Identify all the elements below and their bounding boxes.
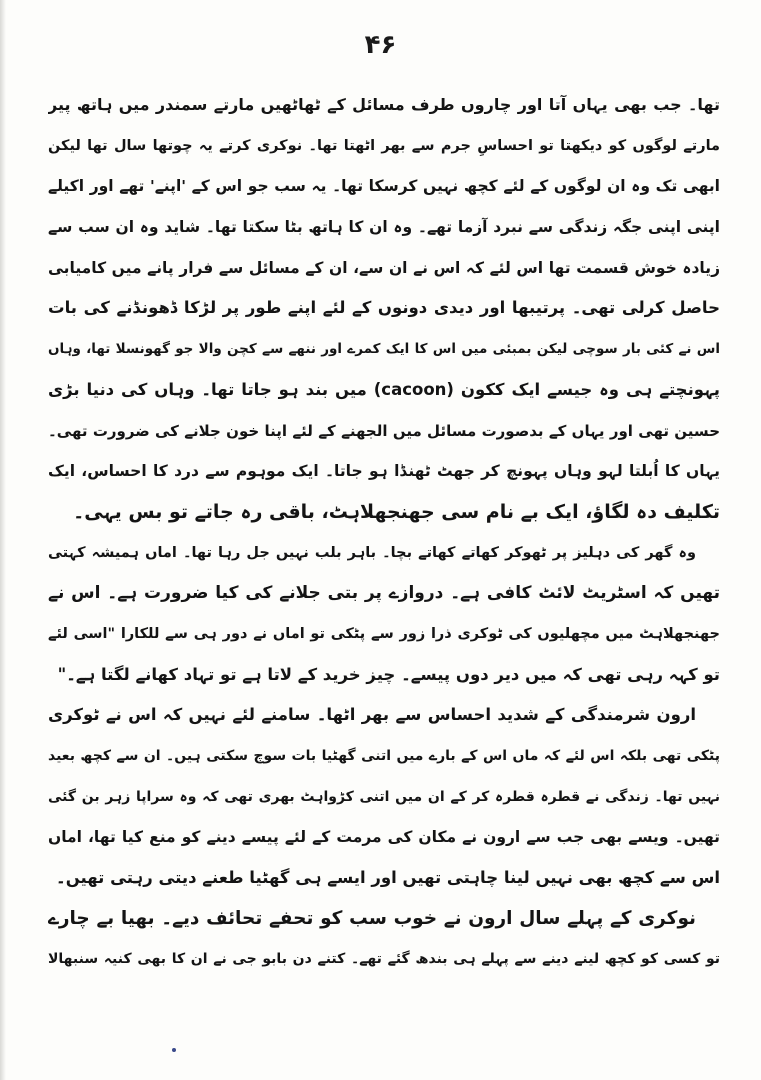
text-line: اپنی اپنی جگہ زندگی سے نبرد آزما تھے۔ وہ ان کا ہاتھ بٹا سکتا تھا۔ شاید وہ ان سب سے [48, 218, 720, 237]
ink-speck [172, 1048, 176, 1052]
text-line: تکلیف دہ لگاؤ، ایک بے نام سی جھنجھلاہٹ، باقی رہ جاتے تو بس یہی۔ [73, 500, 720, 523]
page-number: ۴۶ [364, 30, 397, 60]
text-line: حسین تھی اور یہاں کے بدصورت مسائل میں الجھنے کے لئے اپنا خون جلانے کی ضرورت تھی۔ [48, 421, 720, 440]
text-line: اس نے کئی بار سوچی لیکن بمبئی میں اس کا ایک کمرے اور ننھے سے کچن والا جو گھونسلا تھا، وہاں [48, 341, 720, 358]
text-line: اس سے کچھ بھی نہیں لینا چاہتی تھیں اور ایسے ہی گھٹیا طعنے دیتی رہتی تھیں۔ [56, 868, 720, 888]
text-line: پہونچتے ہی وہ جیسے ایک ککون (cacoon) میں بند ہو جاتا تھا۔ وہاں کی دنیا بڑی [48, 379, 720, 399]
text-line: ابھی تک وہ ان لوگوں کے لئے کچھ نہیں کرسکا تھا۔ یہ سب جو اس کے 'اپنے' تھے اور اکیلے [48, 177, 720, 196]
text-line: پٹکی تھی بلکہ اس لئے کہ ماں اس کے بارے میں اتنی گھٹیا بات سوچ سکتی ہیں۔ ان سے کچھ بعید [48, 748, 720, 764]
text-line: تو کہہ رہی تھی کہ میں دیر دوں پیسے۔ چیز خرید کے لاتا ہے تو تہاد کھانے لگتا ہے۔" [57, 664, 720, 684]
paragraph-start-line: نوکری کے پہلے سال ارون نے خوب سب کو تحفے تحائف دیے۔ بھیا بے چارے [48, 907, 696, 929]
text-line: جھنجھلاہٹ میں مچھلیوں کی ٹوکری ذرا زور سے پٹکی تو اماں نے دور ہی سے للکارا "اسی لئے [48, 625, 720, 642]
text-line: حاصل کرلی تھی۔ پرتیبھا اور دیدی دونوں کے لئے اپنے طور پر لڑکا ڈھونڈنے کی بات [48, 298, 720, 318]
text-line: تو کسی کو کچھ لینے دینے سے پہلے ہی بندھ گئے تھے۔ کتنے دن بابو جی نے ان کا بھی کنیہ سنبھالا [48, 951, 720, 968]
text-line: مارتے لوگوں کو دیکھتا تو احساسِ جرم سے بھر اٹھتا تھا۔ نوکری کرتے یہ چوتھا سال تھا لیکن [48, 137, 720, 154]
scan-edge [0, 0, 6, 1080]
text-line: تھیں۔ ویسے بھی جب سے ارون نے مکان کی مرمت کے لئے پیسے دینے کو منع کیا تھا، اماں [48, 828, 720, 847]
text-line: زیادہ خوش قسمت تھا اس لئے کہ اس نے ان سے، ان کے مسائل سے فرار پانے میں کامیابی [48, 258, 720, 277]
text-line: تھا۔ جب بھی یہاں آتا اور چاروں طرف مسائل کے ٹھاٹھیں مارتے سمندر میں ہاتھ پیر [48, 95, 720, 114]
paragraph-start-line: ارون شرمندگی کے شدید احساس سے بھر اٹھا۔ سامنے لئے نہیں کہ اس نے ٹوکری [48, 705, 696, 725]
urdu-text-body [48, 85, 720, 980]
text-line: نہیں تھا۔ زندگی نے قطرہ قطرہ کر کے ان میں اتنی کڑواہٹ بھری تھی کہ وہ سراپا زہر بن گئی [48, 788, 720, 805]
text-line: تھیں کہ اسٹریٹ لائٹ کافی ہے۔ دروازے پر بتی جلانے کی کیا ضرورت ہے۔ اس نے [48, 583, 720, 604]
paragraph-start-line: وہ گھر کی دہلیز پر ٹھوکر کھاتے کھاتے بچا۔ باہر بلب نہیں جل رہا تھا۔ اماں ہمیشہ کہتی [48, 544, 696, 561]
text-line: یہاں کا اُبلتا لہو وہاں پہونچ کر جھٹ ٹھنڈا ہو جاتا۔ ایک موہوم سے درد کا احساس، ایک [48, 462, 720, 481]
